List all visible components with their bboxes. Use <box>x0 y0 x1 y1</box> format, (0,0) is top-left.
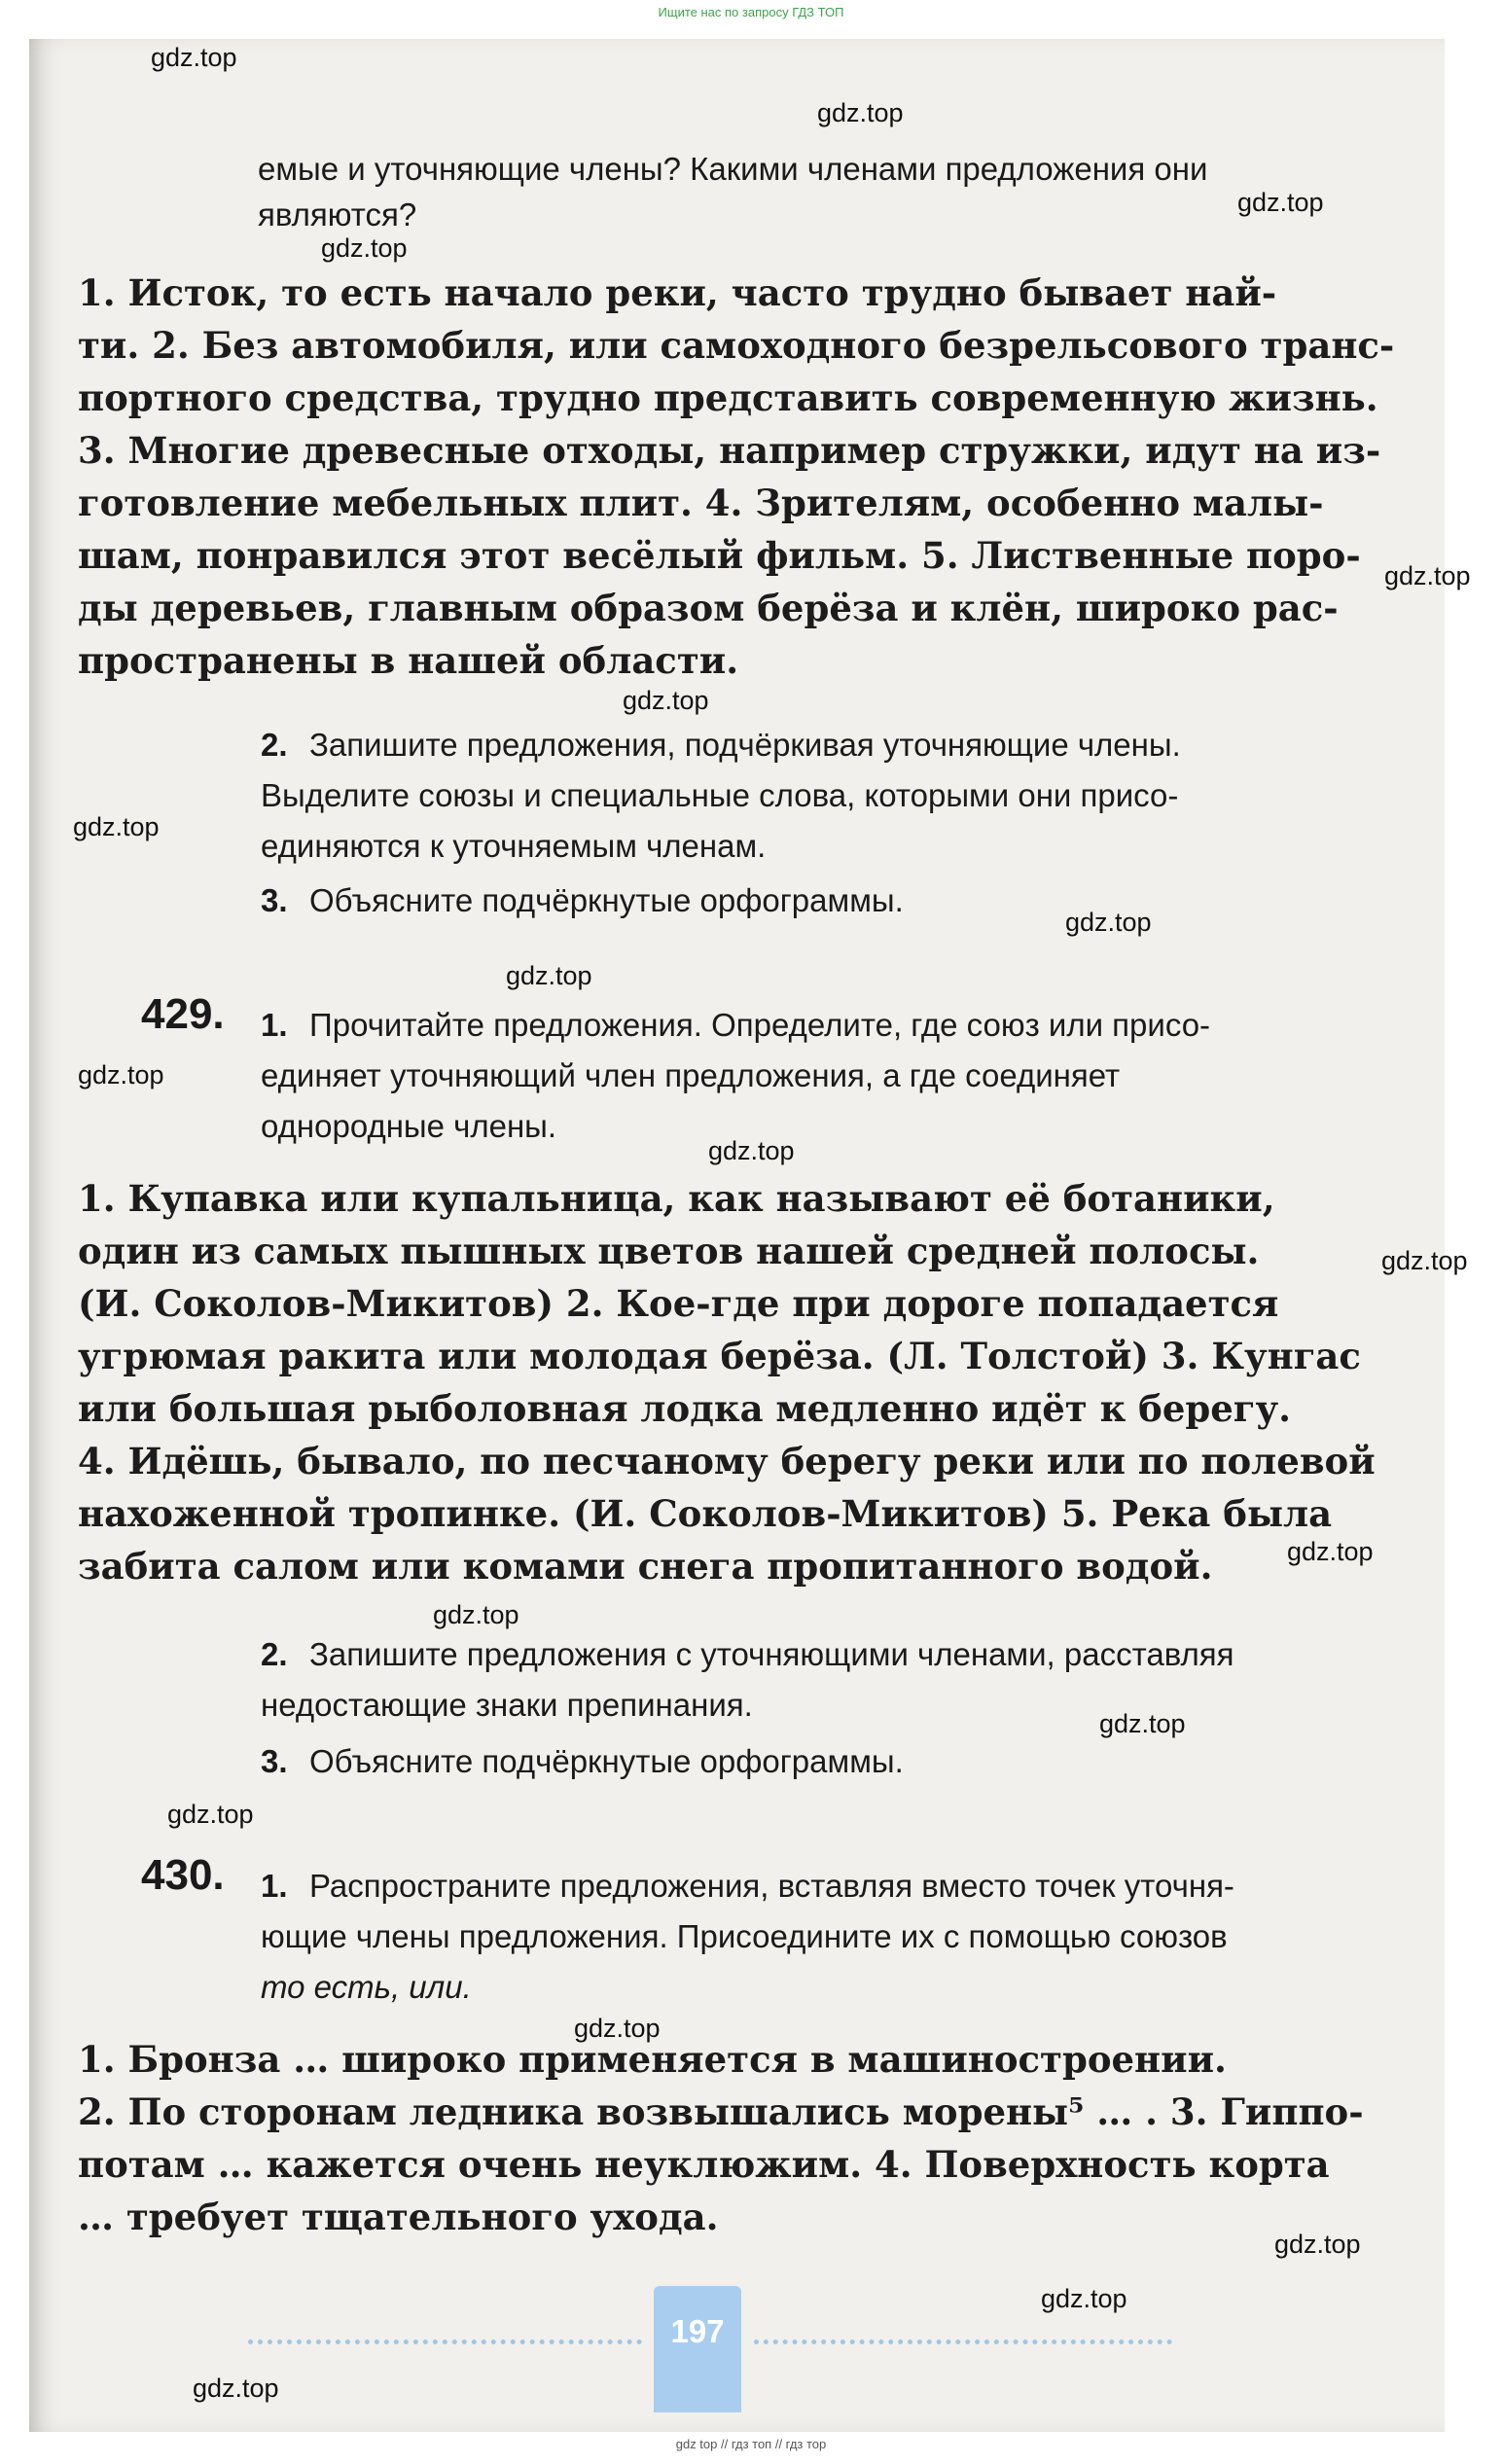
task-line: недостающие знаки препинания. <box>261 1687 753 1723</box>
intro-line: емые и уточняющие члены? Какими членами предложения они <box>258 151 1208 187</box>
task-line: Распространите предложения, вставляя вместо точек уточня- <box>309 1868 1234 1904</box>
watermark: gdz.top <box>193 2374 279 2403</box>
task-marker: 1. <box>261 1007 288 1043</box>
task-line: единяет уточняющий член предложения, а где соединяет <box>261 1057 1121 1093</box>
watermark: gdz.top <box>1041 2284 1127 2313</box>
task-line: Запишите предложения, подчёркивая уточняющие члены. <box>309 727 1181 763</box>
watermark: gdz.top <box>1381 1246 1468 1275</box>
bottom-banner[interactable]: gdz top // гдз топ // гдз тор <box>675 2437 827 2451</box>
watermark: gdz.top <box>167 1800 254 1829</box>
text-line: шам, понравился этот весёлый фильм. 5. Лиственные поро- <box>78 534 1361 577</box>
text-line: … требует тщательного ухода. <box>78 2196 719 2238</box>
text-line: 1. Исток, то есть начало реки, часто трудно бывает най- <box>78 271 1277 314</box>
footer-dotted-line <box>754 2339 1172 2344</box>
watermark: gdz.top <box>1065 908 1152 937</box>
text-line: 1. Бронза … широко применяется в машиностроении. <box>78 2038 1227 2081</box>
task-line: Запишите предложения с уточняющими членами, расставляя <box>309 1636 1234 1672</box>
text-line: или большая рыболовная лодка медленно идёт к берегу. <box>78 1387 1292 1430</box>
watermark: gdz.top <box>623 686 709 715</box>
task-line: Прочитайте предложения. Определите, где союз или присо- <box>309 1007 1211 1043</box>
text-line: готовление мебельных плит. 4. Зрителям, особенно малы- <box>78 482 1324 524</box>
text-line: ды деревьев, главным образом берёза и клён, широко рас- <box>78 587 1339 629</box>
task-line: Объясните подчёркнутые орфограммы. <box>309 882 904 918</box>
exercise-number-430: 430. <box>141 1851 225 1899</box>
task-line: единяются к уточняемым членам. <box>261 828 767 864</box>
task-line: однородные члены. <box>261 1108 557 1144</box>
task-marker: 3. <box>261 1743 288 1779</box>
text-line: нахоженной тропинке. (И. Соколов-Микитов) 5. Река была <box>78 1492 1333 1535</box>
watermark: gdz.top <box>151 43 237 72</box>
text-line: 3. Многие древесные отходы, например стружки, идут на из- <box>78 429 1381 472</box>
task-marker: 1. <box>261 1868 288 1904</box>
watermark: gdz.top <box>817 98 904 127</box>
task-marker: 2. <box>261 727 288 763</box>
watermark: gdz.top <box>433 1600 519 1629</box>
watermark: gdz.top <box>73 812 160 841</box>
watermark: gdz.top <box>1287 1537 1374 1566</box>
page-number: 197 <box>670 2313 725 2349</box>
watermark: gdz.top <box>1099 1709 1186 1738</box>
text-line: один из самых пышных цветов нашей средней полосы. <box>78 1230 1260 1272</box>
task-marker: 3. <box>261 882 288 918</box>
text-line: угрюмая ракита или молодая берёза. (Л. Толстой) 3. Кунгас <box>78 1335 1361 1377</box>
text-line: (И. Соколов-Микитов) 2. Кое-где при дороге попадается <box>78 1282 1279 1325</box>
watermark: gdz.top <box>708 1136 795 1165</box>
watermark: gdz.top <box>1237 188 1324 217</box>
text-line: 2. По сторонам ледника возвышались морены⁵ … . 3. Гиппо- <box>78 2090 1364 2133</box>
top-banner[interactable]: Ищите нас по запросу ГДЗ ТОП <box>658 5 844 19</box>
text-line: 1. Купавка или купальница, как называют её ботаники, <box>78 1177 1275 1220</box>
text-line: пространены в нашей области. <box>78 639 739 682</box>
task-line: ющие члены предложения. Присоедините их с помощью союзов <box>261 1918 1228 1954</box>
task-line: Выделите союзы и специальные слова, которыми они присо- <box>261 777 1179 813</box>
exercise-number-429: 429. <box>141 990 225 1038</box>
task-line: Объясните подчёркнутые орфограммы. <box>309 1743 904 1779</box>
text-line: потам … кажется очень неуклюжим. 4. Поверхность корта <box>78 2143 1330 2186</box>
task-marker: 2. <box>261 1636 288 1672</box>
intro-line: являются? <box>258 196 417 232</box>
footer-dotted-line <box>248 2339 642 2344</box>
watermark: gdz.top <box>506 961 592 990</box>
task-line: то есть, или. <box>261 1969 472 2005</box>
watermark: gdz.top <box>1384 561 1471 590</box>
watermark: gdz.top <box>321 233 408 263</box>
text-line: ти. 2. Без автомобиля, или самоходного безрельсового транс- <box>78 324 1395 367</box>
watermark: gdz.top <box>574 2014 661 2043</box>
text-line: забита салом или комами снега пропитанного водой. <box>78 1545 1213 1588</box>
watermark: gdz.top <box>78 1060 164 1089</box>
text-line: портного средства, трудно представить современную жизнь. <box>78 376 1378 419</box>
watermark: gdz.top <box>1274 2230 1361 2259</box>
text-line: 4. Идёшь, бывало, по песчаному берегу реки или по полевой <box>78 1440 1376 1482</box>
